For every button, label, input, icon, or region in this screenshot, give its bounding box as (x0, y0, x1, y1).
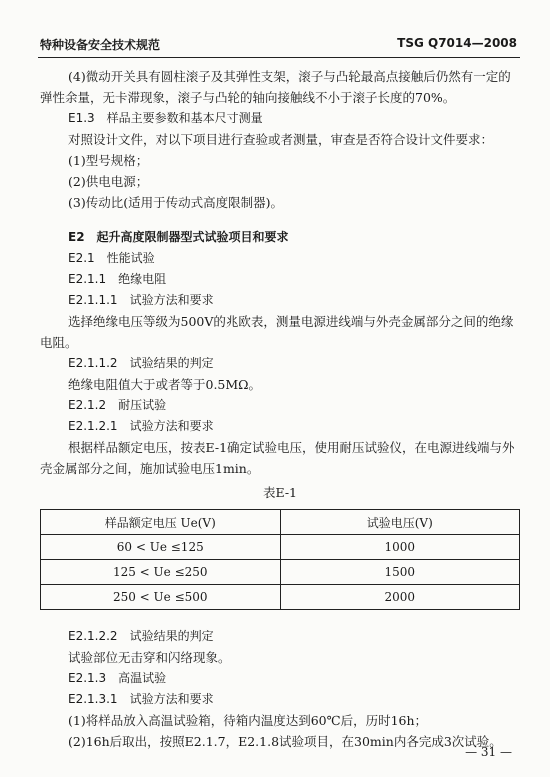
table-row (41, 535, 520, 560)
page-body (40, 66, 520, 752)
header-title: 特种设备安全技术规范 (40, 38, 161, 52)
section-heading: E2.1.2 耐压试验 (68, 398, 167, 412)
paragraph-line: 根据样品额定电压，按表E-1确定试验电压，使用耐压试验仪，在电源进线端与外 (68, 440, 515, 455)
table-cell: 1000 (280, 535, 520, 560)
table-cell: 250 < Ue ≤500 (41, 585, 281, 610)
section-heading: E1.3 样品主要参数和基本尺寸测量 (68, 111, 263, 125)
section-top (40, 66, 520, 213)
paragraph-line: 对照设计文件，对以下项目进行查验或者测量，审查是否符合设计文件要求： (68, 132, 494, 147)
paragraph-line: (3)传动比(适用于传动式高度限制器)。 (68, 195, 283, 210)
section-heading: E2.1.1.2 试验结果的判定 (68, 356, 214, 370)
paragraph-line: (2)供电电源； (68, 174, 149, 189)
section-heading: E2.1.3 高温试验 (68, 671, 167, 685)
section-heading: E2.1.2.2 试验结果的判定 (68, 629, 214, 643)
table-cell: 2000 (280, 585, 520, 610)
section-mid (40, 227, 520, 479)
paragraph-line: 弹性余量，无卡滞现象，滚子与凸轮的轴向接触线不小于滚子长度的70%。 (40, 90, 456, 105)
table-header-row (41, 510, 520, 535)
paragraph-line: 壳金属部分之间，施加试验电压1min。 (40, 461, 260, 476)
table-header-cell: 试验电压(V) (280, 510, 520, 535)
running-header (40, 34, 517, 54)
section-bottom (40, 626, 520, 752)
section-gap (40, 213, 520, 227)
header-rule (38, 57, 520, 58)
paragraph-line: 试验部位无击穿和闪络现象。 (68, 650, 231, 665)
paragraph-line: (4)微动开关具有圆柱滚子及其弹性支架，滚子与凸轮最高点接触后仍然有一定的 (68, 69, 511, 84)
section-heading: E2.1.1.1 试验方法和要求 (68, 293, 214, 307)
table-cell: 1500 (280, 560, 520, 585)
section-heading: E2.1.2.1 试验方法和要求 (68, 419, 214, 433)
paragraph-line: (1)型号规格； (68, 153, 149, 168)
paragraph-line: 绝缘电阻值大于或者等于0.5MΩ。 (68, 377, 262, 392)
table-header-cell: 样品额定电压 Ue(V) (41, 510, 281, 535)
table-caption: 表E-1 (262, 485, 298, 500)
section-heading: E2.1.3.1 试验方法和要求 (68, 692, 214, 706)
section-heading: E2.1.1 绝缘电阻 (68, 272, 167, 286)
table-row (41, 560, 520, 585)
section-gap (40, 610, 520, 626)
page-number: — 31 — (465, 745, 512, 759)
paragraph-line: 电阻。 (40, 335, 78, 350)
header-standard-code: TSG Q7014—2008 (397, 36, 517, 50)
paragraph-line: 选择绝缘电压等级为500V的兆欧表，测量电源进线端与外壳金属部分之间的绝缘 (68, 314, 514, 329)
paragraph-line: (2)16h后取出，按照E2.1.7，E2.1.8试验项目，在30min内各完成3次试验。 (68, 734, 502, 749)
table-cell: 60 < Ue ≤125 (41, 535, 281, 560)
section-heading: E2 起升高度限制器型式试验项目和要求 (68, 230, 289, 244)
table-cell: 125 < Ue ≤250 (41, 560, 281, 585)
paragraph-line: (1)将样品放入高温试验箱，待箱内温度达到60℃后，历时16h； (68, 713, 428, 728)
table-row (41, 585, 520, 610)
voltage-table (40, 509, 520, 610)
section-heading: E2.1 性能试验 (68, 251, 155, 265)
